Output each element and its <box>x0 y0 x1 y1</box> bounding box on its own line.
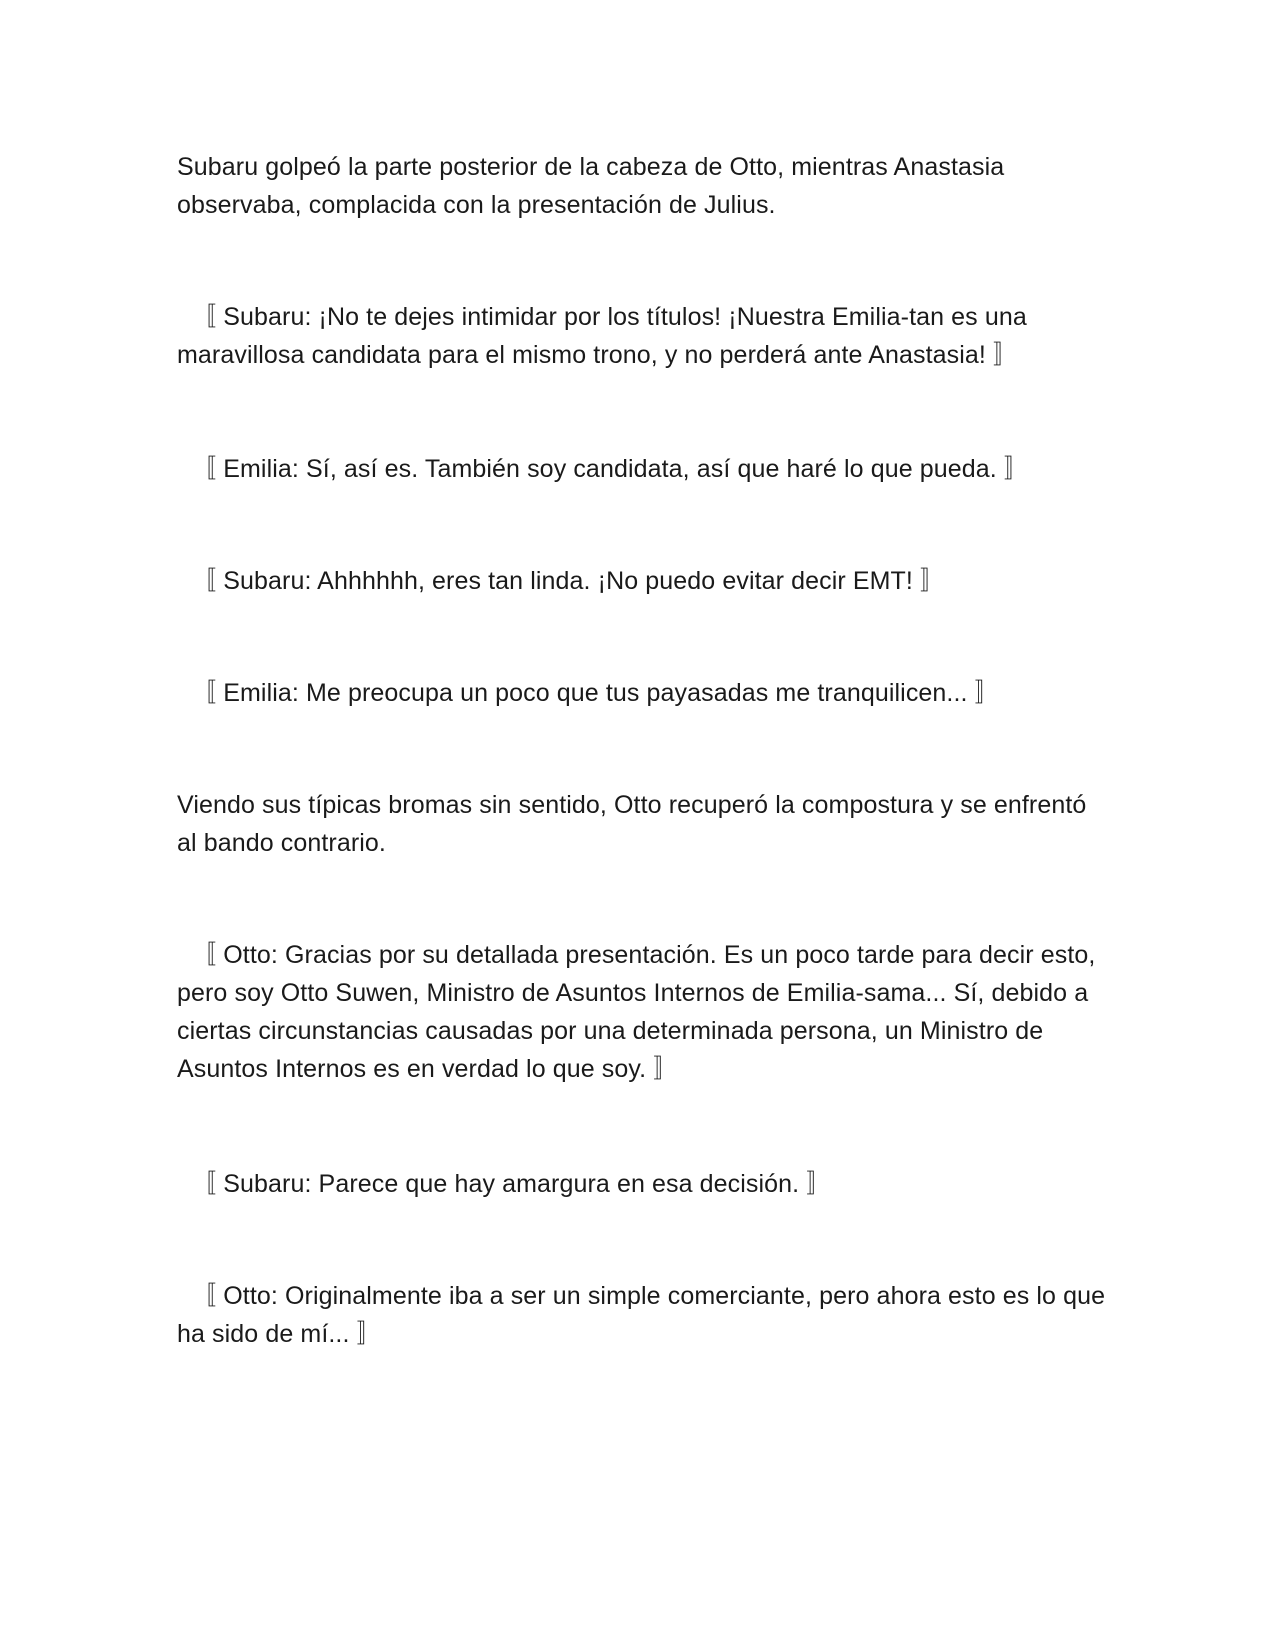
dialogue-line-subaru: 〚 Subaru: Ahhhhhh, eres tan linda. ¡No puedo evitar decir EMT! 〛 <box>177 567 946 595</box>
dialogue-line-emilia: 〚 Emilia: Me preocupa un poco que tus payasadas me tranquilicen... 〛 <box>177 679 1000 707</box>
narration-paragraph: Viendo sus típicas bromas sin sentido, Otto recuperó la compostura y se enfrentó al bando contrario. <box>177 791 1087 857</box>
dialogue-line-subaru: 〚 Subaru: Parece que hay amargura en esa decisión. 〛 <box>177 1170 832 1198</box>
dialogue-line-otto: 〚 Otto: Originalmente iba a ser un simple comerciante, pero ahora esto es lo que ha sido de mí... 〛 <box>177 1282 1106 1348</box>
narration-paragraph: Subaru golpeó la parte posterior de la cabeza de Otto, mientras Anastasia observaba, complacida con la presentación de Julius. <box>177 153 1005 219</box>
dialogue-line-subaru: 〚 Subaru: ¡No te dejes intimidar por los títulos! ¡Nuestra Emilia-tan es una maravillosa candidata para el mismo trono, y no perderá ante Anastasia! 〛 <box>177 303 1027 369</box>
dialogue-line-otto: 〚 Otto: Gracias por su detallada presentación. Es un poco tarde para decir esto, pero soy Otto Suwen, Ministro de Asuntos Internos de Emilia-sama... Sí, debido a ciertas circunstancias causadas por una determinada persona, un Ministro de Asuntos Internos es en verdad lo que soy. 〛 <box>177 941 1096 1083</box>
dialogue-line-emilia: 〚 Emilia: Sí, así es. También soy candidata, así que haré lo que pueda. 〛 <box>177 455 1029 483</box>
